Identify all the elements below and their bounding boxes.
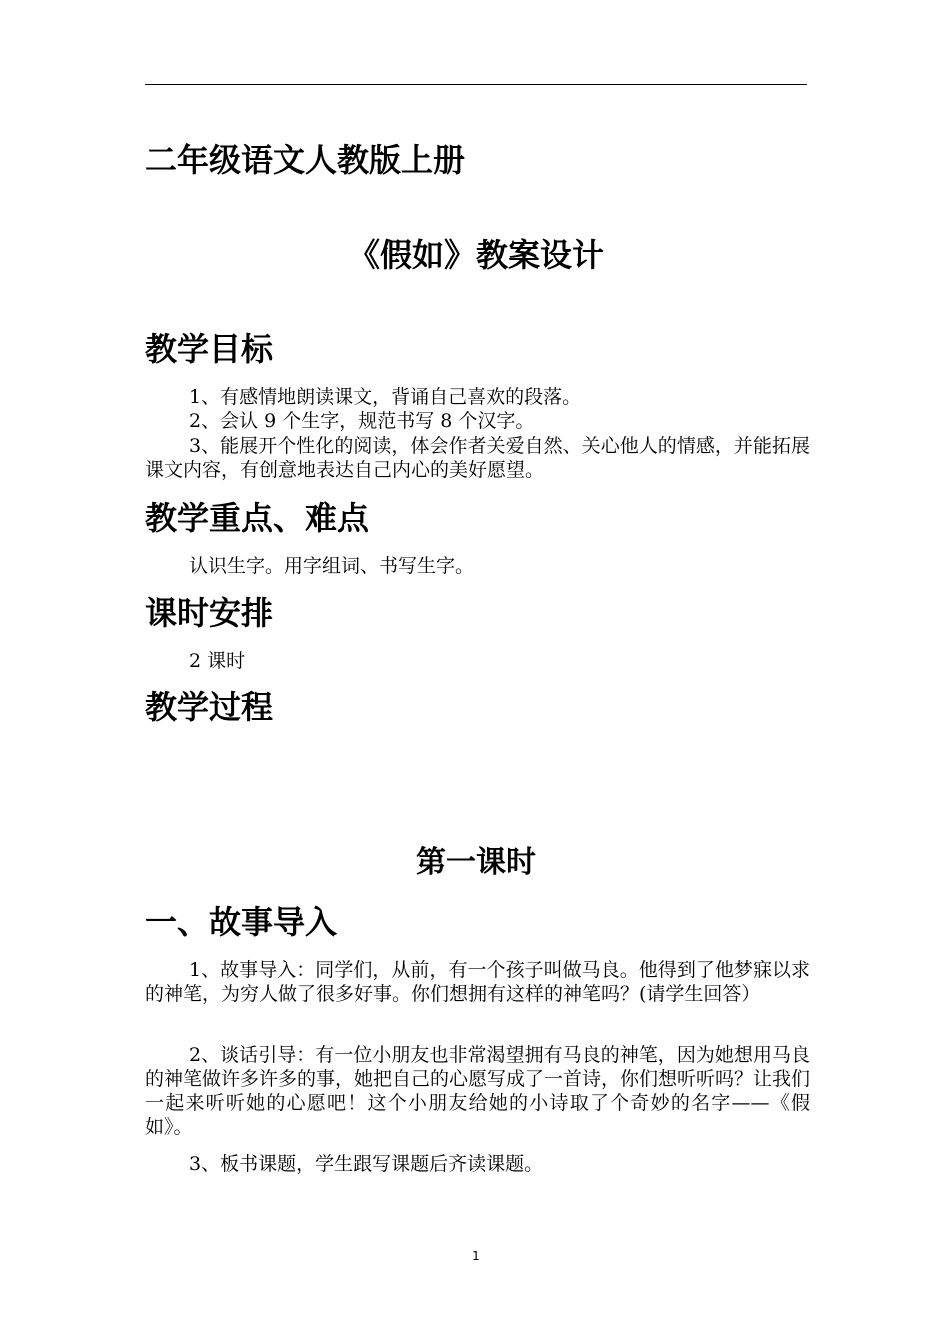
schedule-heading: 课时安排 xyxy=(145,594,274,632)
document-title: 《假如》教案设计 xyxy=(347,236,604,274)
schedule-text: 2 课时 xyxy=(189,650,246,672)
page-number: 1 xyxy=(472,1249,480,1263)
key-points-heading: 教学重点、难点 xyxy=(145,499,370,537)
objective-item-3: 3、能展开个性化的阅读，体会作者关爱自然、关心他人的情感，并能拓展课文内容，有创意地表达自己内心的美好愿望。 xyxy=(145,435,810,481)
objective-item-2: 2、会认 9 个生字，规范书写 8 个汉字。 xyxy=(189,410,535,432)
story-intro-heading: 一、故事导入 xyxy=(145,903,338,941)
grade-heading: 二年级语文人教版上册 xyxy=(145,141,466,179)
header-rule xyxy=(145,84,807,85)
objective-item-1: 1、有感情地朗读课文，背诵自己喜欢的段落。 xyxy=(189,386,582,408)
lesson-one-title: 第一课时 xyxy=(416,845,536,880)
objectives-heading: 教学目标 xyxy=(145,330,274,368)
lesson-paragraph-3: 3、板书课题，学生跟写课题后齐读课题。 xyxy=(189,1153,544,1175)
process-heading: 教学过程 xyxy=(145,688,274,726)
key-points-text: 认识生字。用字组词、书写生字。 xyxy=(189,555,475,577)
lesson-paragraph-1: 1、故事导入：同学们，从前，有一个孩子叫做马良。他得到了他梦寐以求的神笔，为穷人做了很多好事。你们想拥有这样的神笔吗？(请学生回答） xyxy=(145,959,810,1005)
lesson-paragraph-2: 2、谈话引导：有一位小朋友也非常渴望拥有马良的神笔，因为她想用马良的神笔做许多许多的事，她把自己的心愿写成了一首诗，你们想听听吗？让我们一起来听听她的心愿吧！这个小朋友给她的小诗取了个奇妙的名字——《假如》。 xyxy=(145,1044,811,1138)
